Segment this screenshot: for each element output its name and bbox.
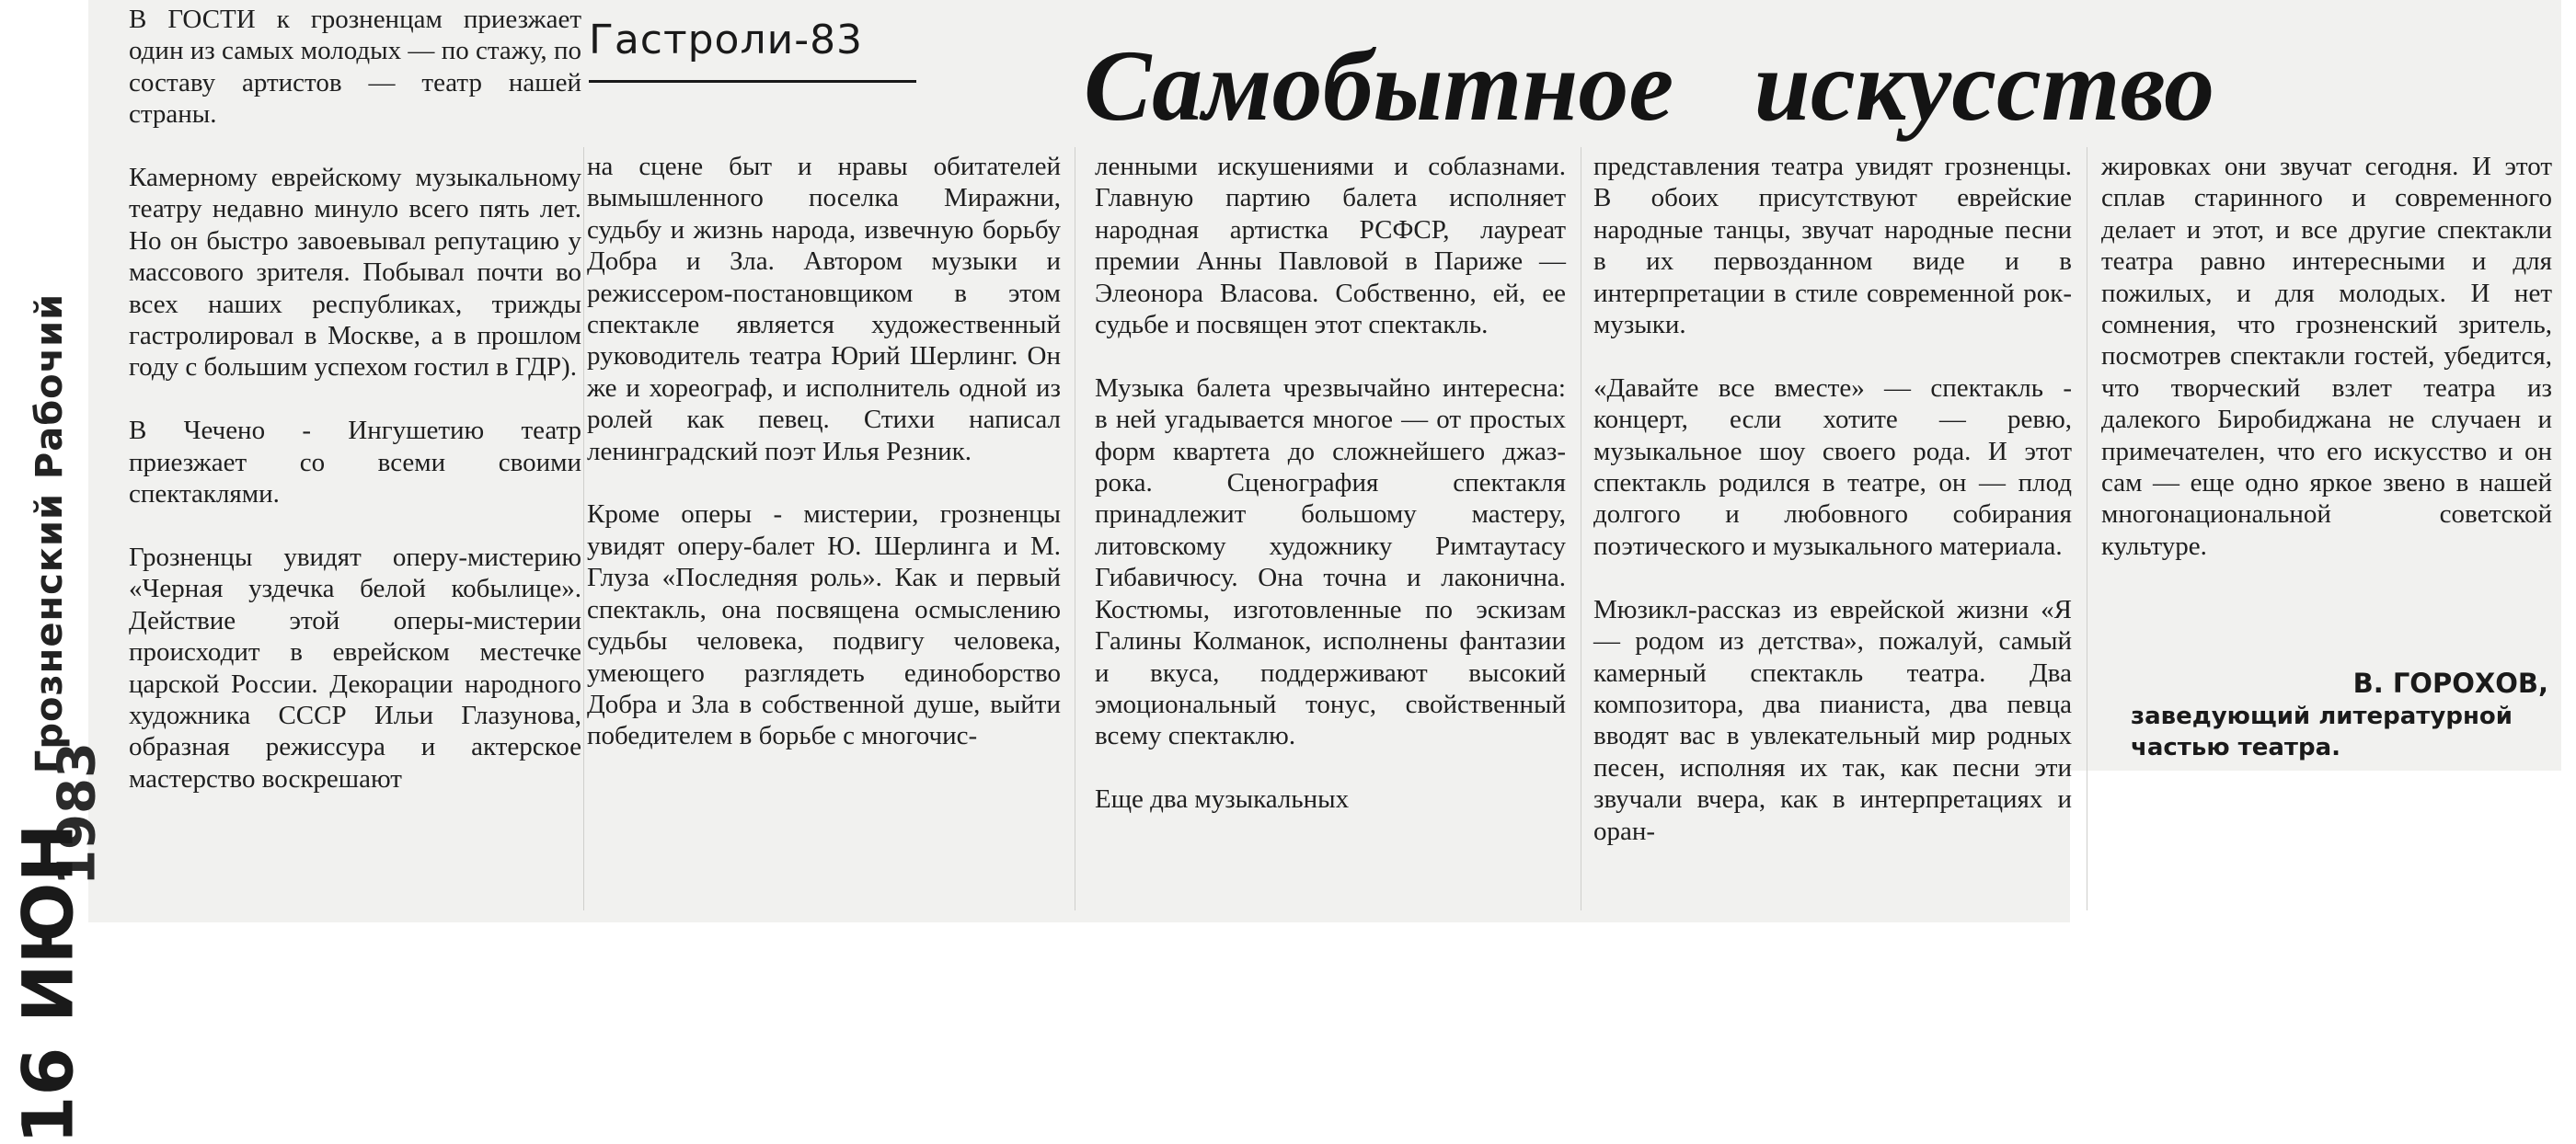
article-column-5: жировках они звучат сегодня. И этот сплав старинного и современного делает и этот, и все другие спектакли театра равно интересными и для пожилых, и для молодых. И нет сомнения, что грозненский зритель, посмотрев спектакли гостей, убедится, что творческий взлет театра из далекого Биробиджана не случаен и примечателен, что его искусство и он сам — еще одно яркое звено в нашей многонациональной советской культуре.	[2101, 152, 2552, 561]
column-separator	[583, 147, 584, 910]
article-column-1: В ГОСТИ к грозненцам приезжает один из самых молодых — по стажу, по составу артистов — театр нашей страны. Камерному еврейскому музыкальному театру недавно минуло всего пять лет. Но он быстро завоевывал репутацию у массового зрителя. Побывал почти во всех наших республиках, трижды гастролировал в Москве, а в прошлом году с большим успехом гостил в ГДР). В Чечено - Ингушетию театр приезжает со всеми своими спектаклями. Грозненцы увидят оперу-мистерию «Черная уздечка белой кобылице». Действие этой оперы-мистерии происходит в еврейском местечке царской России. Декорации народного художника СССР Ильи Глазунова, образная режиссура и актерское мастерство воскрешают	[129, 5, 581, 794]
author-signature: В. ГОРОХОВ,	[2352, 668, 2548, 699]
stamp-year: 1983	[47, 742, 108, 886]
archive-stamp	[0, 0, 108, 1144]
stamp-date: 16 ИЮН	[6, 823, 89, 1144]
article-column-2: на сцене быт и нравы обитателей вымышленного поселка Миражни, судьбу и жизнь народа, извечную борьбу Добра и Зла. Автором музыки и режиссером-постановщиком в этом спектакле является художественный руководитель театра Юрий Шерлинг. Он же и хореограф, и исполнитель одной из ролей как певец. Стихи написал ленинградский поэт Илья Резник. Кроме оперы - мистерии, грозненцы увидят оперу-балет Ю. Шерлинга и М. Глуза «Последняя роль». Как и первый спектакль, она посвящена осмыслению судьбы человека, подвигу человека, умеющего разглядеть единоборство Добра и Зла в собственной душе, выйти победителем в борьбе с многочис-	[587, 152, 1061, 751]
newspaper-masthead: Грозненский Рабочий	[29, 292, 71, 774]
article-headline: Самобытное искусство	[1084, 29, 2215, 142]
article-column-3: ленными искушениями и соблазнами. Главную партию балета исполняет народная артистка РСФСР, лауреат премии Анны Павловой в Париже — Элеонора Власова. Собственно, ей, ее судьбе и посвящен этот спектакль. Музыка балета чрезвычайно интересна: в ней угадывается многое — от простых форм квартета до сложнейшего джаз-рока. Сценография спектакля принадлежит большому мастеру, литовскому художнику Римтаутасу Гибавичюсу. Она точна и лаконична. Костюмы, изготовленные по эскизам Галины Колманок, исполнены фантазии и вкуса, поддерживают высокий эмоциональный тонус, свойственный всему спектаклю. Еще два музыкальных	[1095, 152, 1566, 815]
author-role: заведующий литературной частью театра.	[2131, 703, 2513, 761]
rubric-underline	[589, 80, 916, 83]
rubric-label: Гастроли-83	[589, 17, 864, 63]
article-column-4: представления театра увидят грозненцы. В обоих присутствуют еврейские народные танцы, звучат народные песни в их первозданном виде и в интерпретации в стиле современной рок-музыки. «Давайте все вместе» — спектакль - концерт, если хотите — ревю, музыкальное шоу своего рода. И этот спектакль родился в театре, он — плод долгого и любовного собирания поэтического и музыкального материала. Мюзикл-рассказ из еврейской жизни «Я — родом из детства», пожалуй, самый камерный спектакль театра. Два композитора, два пианиста, два певца вводят вас в увлекательный мир родных песен, исполняя их так, как песни эти звучали вчера, как в интерпретациях и оран-	[1593, 152, 2072, 846]
